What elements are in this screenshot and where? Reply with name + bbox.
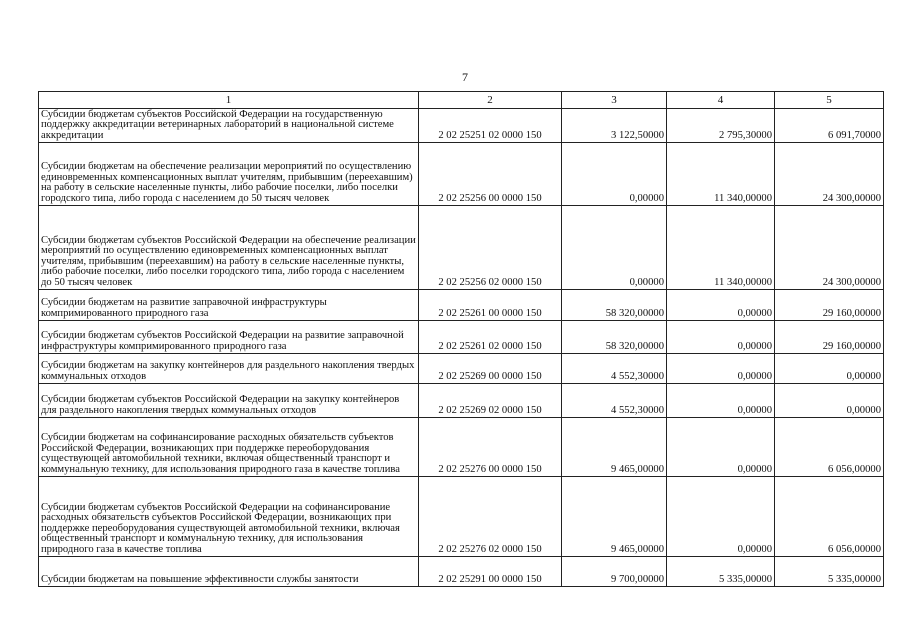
col-header: 4: [667, 92, 775, 109]
row-description: Субсидии бюджетам субъектов Российской Федерации на развитие заправочной инфраструктуры компримированного природного газа: [39, 321, 419, 354]
row-value-col3: 3 122,50000: [562, 109, 667, 143]
table-row: [39, 354, 884, 384]
table-header-row: [39, 92, 884, 109]
row-value-col4: 2 795,30000: [667, 109, 775, 143]
row-value-col5: 24 300,00000: [775, 206, 884, 290]
table-row: [39, 321, 884, 354]
row-value-col3: 0,00000: [562, 206, 667, 290]
row-description: Субсидии бюджетам субъектов Российской Федерации на государственную поддержку аккредитации ветеринарных лабораторий в национальной системе аккредитации: [39, 109, 419, 143]
row-description: Субсидии бюджетам субъектов Российской Федерации на обеспечение реализации мероприятий по осуществлению единовременных компенсационных выплат учителям, прибывшим (переехавшим) на работу в сельские населенные пункты, либо рабочие поселки, либо поселки городского типа, либо города с населением до 50 тысяч человек: [39, 206, 419, 290]
row-value-col3: 58 320,00000: [562, 290, 667, 321]
row-code: 2 02 25269 00 0000 150: [419, 354, 562, 384]
table-row: [39, 290, 884, 321]
row-value-col3: 9 700,00000: [562, 557, 667, 587]
row-description: Субсидии бюджетам на закупку контейнеров для раздельного накопления твердых коммунальных отходов: [39, 354, 419, 384]
row-value-col5: 29 160,00000: [775, 290, 884, 321]
row-value-col5: 24 300,00000: [775, 143, 884, 206]
row-value-col3: 58 320,00000: [562, 321, 667, 354]
row-value-col4: 0,00000: [667, 354, 775, 384]
row-value-col4: 0,00000: [667, 418, 775, 477]
row-value-col4: 0,00000: [667, 384, 775, 418]
row-code: 2 02 25261 00 0000 150: [419, 290, 562, 321]
row-description: Субсидии бюджетам на софинансирование расходных обязательств субъектов Российской Федерации, возникающих при поддержке переоборудования существующей автомобильной техники, включая общественный транспорт и коммунальную технику, для использования природного газа в качестве топлива: [39, 418, 419, 477]
row-value-col4: 11 340,00000: [667, 143, 775, 206]
row-value-col5: 0,00000: [775, 354, 884, 384]
row-description: Субсидии бюджетам на повышение эффективности службы занятости: [39, 557, 419, 587]
row-value-col5: 6 056,00000: [775, 477, 884, 557]
table-row: [39, 384, 884, 418]
row-code: 2 02 25251 02 0000 150: [419, 109, 562, 143]
row-code: 2 02 25256 00 0000 150: [419, 143, 562, 206]
col-header: 2: [419, 92, 562, 109]
col-header: 3: [562, 92, 667, 109]
row-value-col4: 0,00000: [667, 321, 775, 354]
table-row: [39, 206, 884, 290]
row-code: 2 02 25276 02 0000 150: [419, 477, 562, 557]
row-description: Субсидии бюджетам субъектов Российской Федерации на софинансирование расходных обязательств субъектов Российской Федерации, возникающих при поддержке переоборудования существующей автомобильной техники, включая общественный транспорт и коммунальную технику, для использования природного газа в качестве топлива: [39, 477, 419, 557]
row-value-col4: 0,00000: [667, 290, 775, 321]
row-value-col4: 0,00000: [667, 477, 775, 557]
row-code: 2 02 25256 02 0000 150: [419, 206, 562, 290]
row-value-col5: 5 335,00000: [775, 557, 884, 587]
row-code: 2 02 25269 02 0000 150: [419, 384, 562, 418]
table-row: [39, 557, 884, 587]
row-description: Субсидии бюджетам на развитие заправочной инфраструктуры компримированного природного газа: [39, 290, 419, 321]
row-code: 2 02 25261 02 0000 150: [419, 321, 562, 354]
row-value-col4: 11 340,00000: [667, 206, 775, 290]
table-row: [39, 418, 884, 477]
row-value-col3: 4 552,30000: [562, 354, 667, 384]
row-description: Субсидии бюджетам на обеспечение реализации мероприятий по осуществлению единовременных компенсационных выплат учителям, прибывшим (переехавшим) на работу в сельские населенные пункты, либо рабочие поселки, либо поселки городского типа, либо города с населением до 50 тысяч человек: [39, 143, 419, 206]
table-row: [39, 477, 884, 557]
row-value-col5: 6 091,70000: [775, 109, 884, 143]
row-value-col3: 4 552,30000: [562, 384, 667, 418]
budget-table: [38, 91, 884, 587]
page-number: 7: [462, 70, 468, 84]
table-row: [39, 109, 884, 143]
row-value-col3: 0,00000: [562, 143, 667, 206]
row-value-col4: 5 335,00000: [667, 557, 775, 587]
row-value-col3: 9 465,00000: [562, 418, 667, 477]
row-value-col5: 29 160,00000: [775, 321, 884, 354]
table-row: [39, 143, 884, 206]
col-header: 1: [39, 92, 419, 109]
row-value-col3: 9 465,00000: [562, 477, 667, 557]
row-code: 2 02 25276 00 0000 150: [419, 418, 562, 477]
col-header: 5: [775, 92, 884, 109]
row-value-col5: 6 056,00000: [775, 418, 884, 477]
row-code: 2 02 25291 00 0000 150: [419, 557, 562, 587]
row-value-col5: 0,00000: [775, 384, 884, 418]
row-description: Субсидии бюджетам субъектов Российской Федерации на закупку контейнеров для раздельного накопления твердых коммунальных отходов: [39, 384, 419, 418]
